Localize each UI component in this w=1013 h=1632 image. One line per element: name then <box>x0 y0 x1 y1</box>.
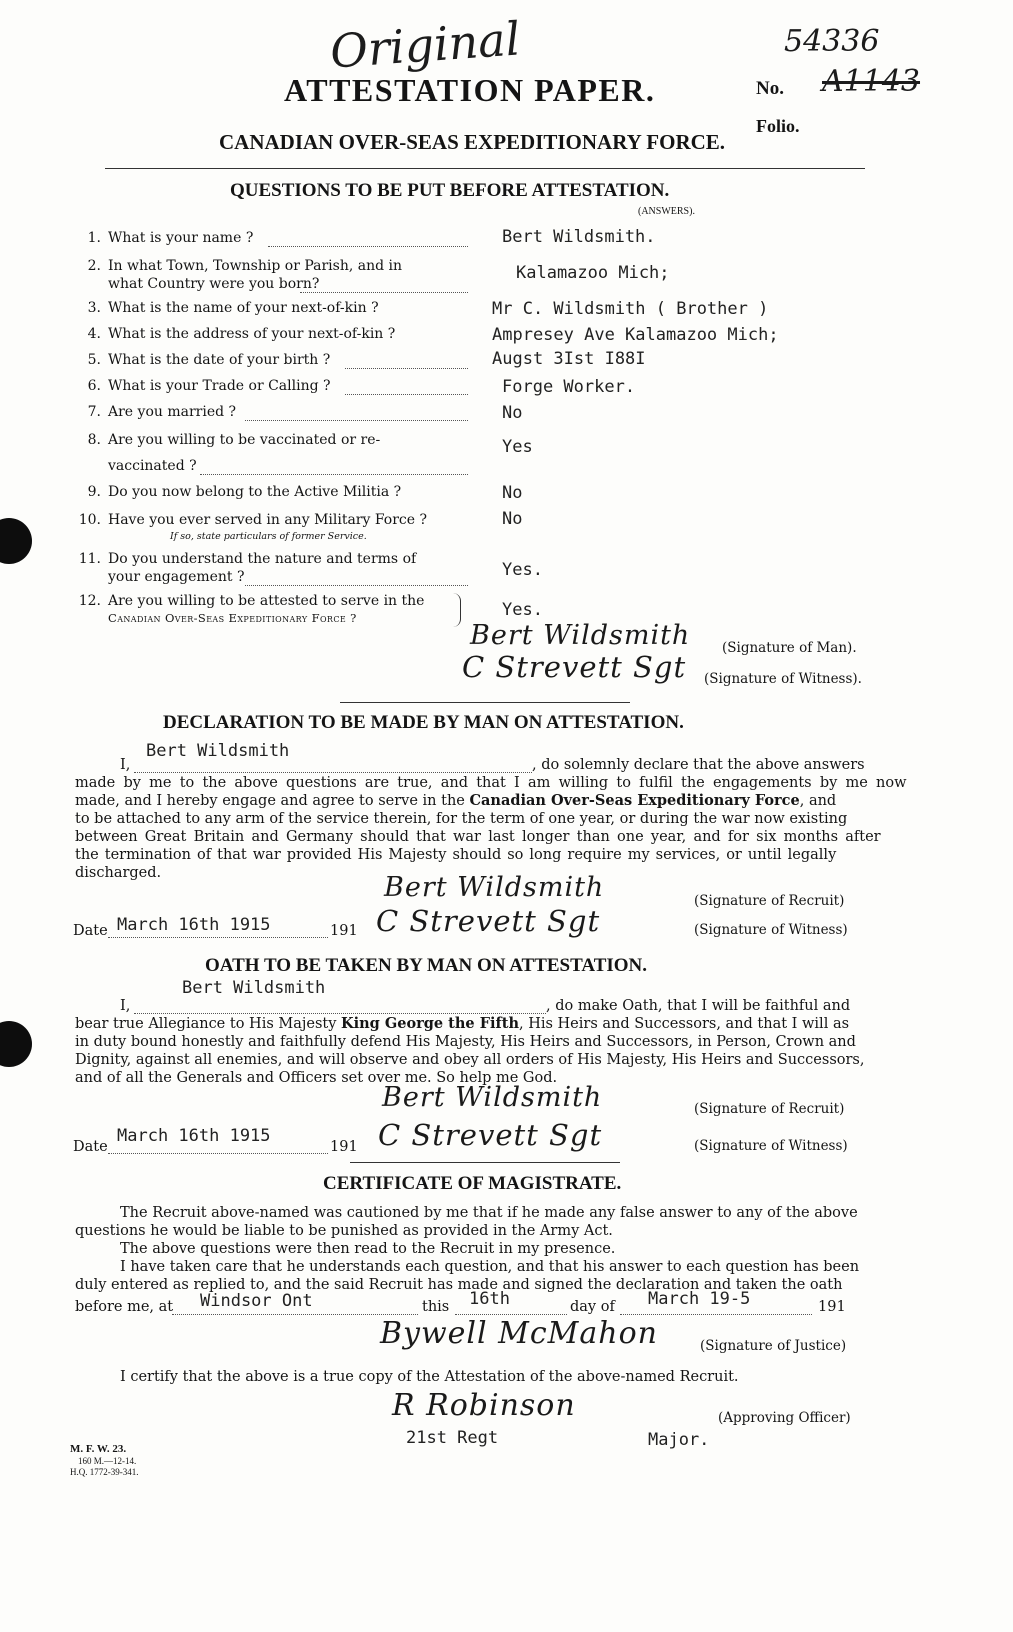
leader-dots <box>134 772 532 773</box>
question-number: 1. <box>87 230 101 246</box>
question-number: 5. <box>87 352 101 368</box>
hq-code: H.Q. 1772-39-341. <box>70 1467 139 1477</box>
leader-dots <box>245 420 468 421</box>
question-text-cont: what Country were you born? <box>108 276 320 292</box>
leader-dots <box>134 1013 546 1014</box>
declaration-line-4: to be attached to any arm of the service therein, for the term of one year, or during the war now existing <box>75 811 848 827</box>
declaration-line-2: made by me to the above questions are true, and that I am willing to fulfil the engagements by me now <box>75 775 907 791</box>
certificate-line-5: duly entered as replied to, and the said Recruit has made and signed the declaration and taken the oath <box>75 1277 843 1293</box>
declaration-signature-recruit-label: (Signature of Recruit) <box>694 893 845 909</box>
signature-witness: C Strevett Sgt <box>462 650 687 684</box>
form-code: M. F. W. 23. <box>70 1443 127 1455</box>
divider <box>350 1162 620 1163</box>
question-text: What is the name of your next-of-kin ? <box>108 300 379 316</box>
declaration-force-name: Canadian Over-Seas Expeditionary Force <box>469 792 800 809</box>
brace <box>452 593 461 627</box>
question-number: 3. <box>87 300 101 316</box>
punch-hole-bottom <box>0 1021 32 1067</box>
certificate-heading: CERTIFICATE OF MAGISTRATE. <box>323 1173 622 1194</box>
declaration-year-prefix: 191 <box>330 923 358 939</box>
declaration-date-label: Date <box>73 923 108 939</box>
leader-dots <box>108 937 328 938</box>
answer-attested: Yes. <box>502 600 543 620</box>
answer-name: Bert Wildsmith. <box>502 227 656 247</box>
question-text-cont: Canadian Over-Seas Expeditionary Force ? <box>108 611 357 625</box>
declaration-signature-witness: C Strevett Sgt <box>376 904 601 938</box>
answer-married: No <box>502 403 523 423</box>
question-number: 2. <box>87 258 101 274</box>
declaration-heading: DECLARATION TO BE MADE BY MAN ON ATTESTATION. <box>163 712 684 733</box>
oath-date-label: Date <box>73 1139 108 1155</box>
answer-engagement: Yes. <box>502 560 543 580</box>
question-text: What is your name ? <box>108 230 254 246</box>
answers-label: (ANSWERS). <box>638 206 695 217</box>
question-text: Do you understand the nature and terms of <box>108 551 417 567</box>
answer-kin-address: Ampresey Ave Kalamazoo Mich; <box>492 325 779 345</box>
oath-signature-recruit-label: (Signature of Recruit) <box>694 1101 845 1117</box>
answer-birthplace: Kalamazoo Mich; <box>516 263 670 283</box>
question-number: 4. <box>87 326 101 342</box>
question-number: 7. <box>87 404 101 420</box>
certificate-month: March 19-5 <box>648 1289 751 1309</box>
declaration-line-1: , do solemnly declare that the above answers <box>532 757 865 773</box>
question-note: If so, state particulars of former Service. <box>170 531 367 542</box>
certificate-place: Windsor Ont <box>200 1291 313 1311</box>
question-number: 6. <box>87 378 101 394</box>
no-label: No. <box>756 78 784 99</box>
oath-date: March 16th 1915 <box>117 1126 271 1146</box>
serial-number: 54336 <box>784 24 880 59</box>
oath-line-5: and of all the Generals and Officers set over me. So help me God. <box>75 1070 558 1086</box>
answer-trade: Forge Worker. <box>502 377 636 397</box>
oath-line-2 <box>75 1015 849 1033</box>
question-number: 8. <box>87 432 101 448</box>
question-text: In what Town, Township or Parish, and in <box>108 258 403 274</box>
oath-king-name: King George the Fifth <box>341 1015 519 1032</box>
leader-dots <box>345 394 468 395</box>
signature-man-label: (Signature of Man). <box>722 640 857 656</box>
declaration-i: I, <box>120 757 131 773</box>
certificate-year-prefix: 191 <box>818 1299 846 1315</box>
page-subtitle: CANADIAN OVER-SEAS EXPEDITIONARY FORCE. <box>219 130 726 154</box>
certificate-line-2: questions he would be liable to be punished as provided in the Army Act. <box>75 1223 613 1239</box>
oath-name: Bert Wildsmith <box>182 978 326 998</box>
divider <box>340 702 630 703</box>
declaration-line-5: between Great Britain and Germany should that war last longer than one year, and for six months after <box>75 829 881 845</box>
declaration-line-7: discharged. <box>75 865 162 881</box>
oath-line-2a: bear true Allegiance to His Majesty <box>75 1016 342 1032</box>
leader-dots <box>268 246 468 247</box>
leader-dots <box>300 292 468 293</box>
question-text: Are you married ? <box>108 404 237 420</box>
oath-signature-witness: C Strevett Sgt <box>378 1118 603 1152</box>
question-text: What is your Trade or Calling ? <box>108 378 331 394</box>
signature-witness-label: (Signature of Witness). <box>704 671 862 687</box>
leader-dots <box>108 1153 328 1154</box>
declaration-signature-witness-label: (Signature of Witness) <box>694 922 848 938</box>
certificate-before-label: before me, at <box>75 1299 174 1315</box>
oath-line-1: , do make Oath, that I will be faithful and <box>546 998 851 1014</box>
declaration-line-3c: , and <box>799 793 837 809</box>
question-text: Are you willing to be vaccinated or re- <box>108 432 381 448</box>
certificate-line-4: I have taken care that he understands each question, and that his answer to each question has been <box>120 1259 860 1275</box>
oath-signature-witness-label: (Signature of Witness) <box>694 1138 848 1154</box>
leader-dots <box>245 585 468 586</box>
oath-line-2c: , His Heirs and Successors, and that I will as <box>518 1016 850 1032</box>
question-number: 11. <box>78 551 101 567</box>
declaration-signature-recruit: Bert Wildsmith <box>384 872 605 903</box>
questions-heading: QUESTIONS TO BE PUT BEFORE ATTESTATION. <box>230 180 670 201</box>
certificate-day: 16th <box>469 1289 510 1309</box>
question-text: Are you willing to be attested to serve in the <box>108 593 425 609</box>
original-stamp: Original <box>328 11 522 79</box>
question-text: Do you now belong to the Active Militia ? <box>108 484 402 500</box>
certificate-this-label: this <box>422 1299 450 1315</box>
print-run: 160 M.—12-14. <box>78 1456 137 1466</box>
question-text-cont: vaccinated ? <box>108 458 197 474</box>
signature-man: Bert Wildsmith <box>470 620 691 651</box>
declaration-name: Bert Wildsmith <box>146 741 290 761</box>
answer-next-of-kin: Mr C. Wildsmith ( Brother ) <box>492 299 769 319</box>
question-number: 10. <box>78 512 101 528</box>
oath-i: I, <box>120 998 131 1014</box>
declaration-line-3 <box>75 792 836 810</box>
question-text: What is the date of your birth ? <box>108 352 331 368</box>
leader-dots <box>455 1314 567 1315</box>
oath-line-4: Dignity, against all enemies, and will observe and obey all orders of His Majesty, His Heirs and Successors, <box>75 1052 865 1068</box>
certificate-signature-officer: R Robinson <box>392 1388 576 1423</box>
certificate-approving-label: (Approving Officer) <box>718 1410 851 1426</box>
certificate-regt: 21st Regt <box>406 1428 499 1448</box>
certificate-dayof-label: day of <box>570 1299 615 1315</box>
answer-militia: No <box>502 483 523 503</box>
question-text: Have you ever served in any Military Force ? <box>108 512 428 528</box>
leader-dots <box>345 368 468 369</box>
leader-dots <box>200 474 468 475</box>
leader-dots <box>172 1314 418 1315</box>
oath-line-3: in duty bound honestly and faithfully defend His Majesty, His Heirs and Successors, in Person, Crown and <box>75 1034 856 1050</box>
declaration-line-6: the termination of that war provided His Majesty should so long require my services, or until legally <box>75 847 837 863</box>
answer-military-force: No <box>502 509 523 529</box>
struck-number: A1143 <box>822 64 921 99</box>
folio-label: Folio. <box>756 116 800 136</box>
certificate-line-1: The Recruit above-named was cautioned by me that if he made any false answer to any of the above <box>120 1205 858 1221</box>
declaration-date: March 16th 1915 <box>117 915 271 935</box>
punch-hole-top <box>0 518 32 564</box>
leader-dots <box>620 1314 812 1315</box>
page-title: ATTESTATION PAPER. <box>284 72 656 108</box>
certificate-signature-justice: Bywell McMahon <box>380 1316 658 1351</box>
question-number: 12. <box>78 593 101 609</box>
answer-vaccinated: Yes <box>502 437 533 457</box>
certificate-rank: Major. <box>648 1430 710 1450</box>
certificate-certify-line: I certify that the above is a true copy of the Attestation of the above-named Recruit. <box>120 1369 739 1385</box>
answer-birth-date: Augst 3Ist I88I <box>492 349 646 369</box>
divider <box>105 168 865 169</box>
question-text-cont: your engagement ? <box>108 569 245 585</box>
oath-year-prefix: 191 <box>330 1139 358 1155</box>
certificate-signature-justice-label: (Signature of Justice) <box>700 1338 847 1354</box>
declaration-line-3a: made, and I hereby engage and agree to serve in the <box>75 793 470 809</box>
question-text: What is the address of your next-of-kin ? <box>108 326 396 342</box>
question-number: 9. <box>87 484 101 500</box>
certificate-line-3: The above questions were then read to the Recruit in my presence. <box>120 1241 616 1257</box>
oath-signature-recruit: Bert Wildsmith <box>382 1082 603 1113</box>
oath-heading: OATH TO BE TAKEN BY MAN ON ATTESTATION. <box>205 955 648 976</box>
